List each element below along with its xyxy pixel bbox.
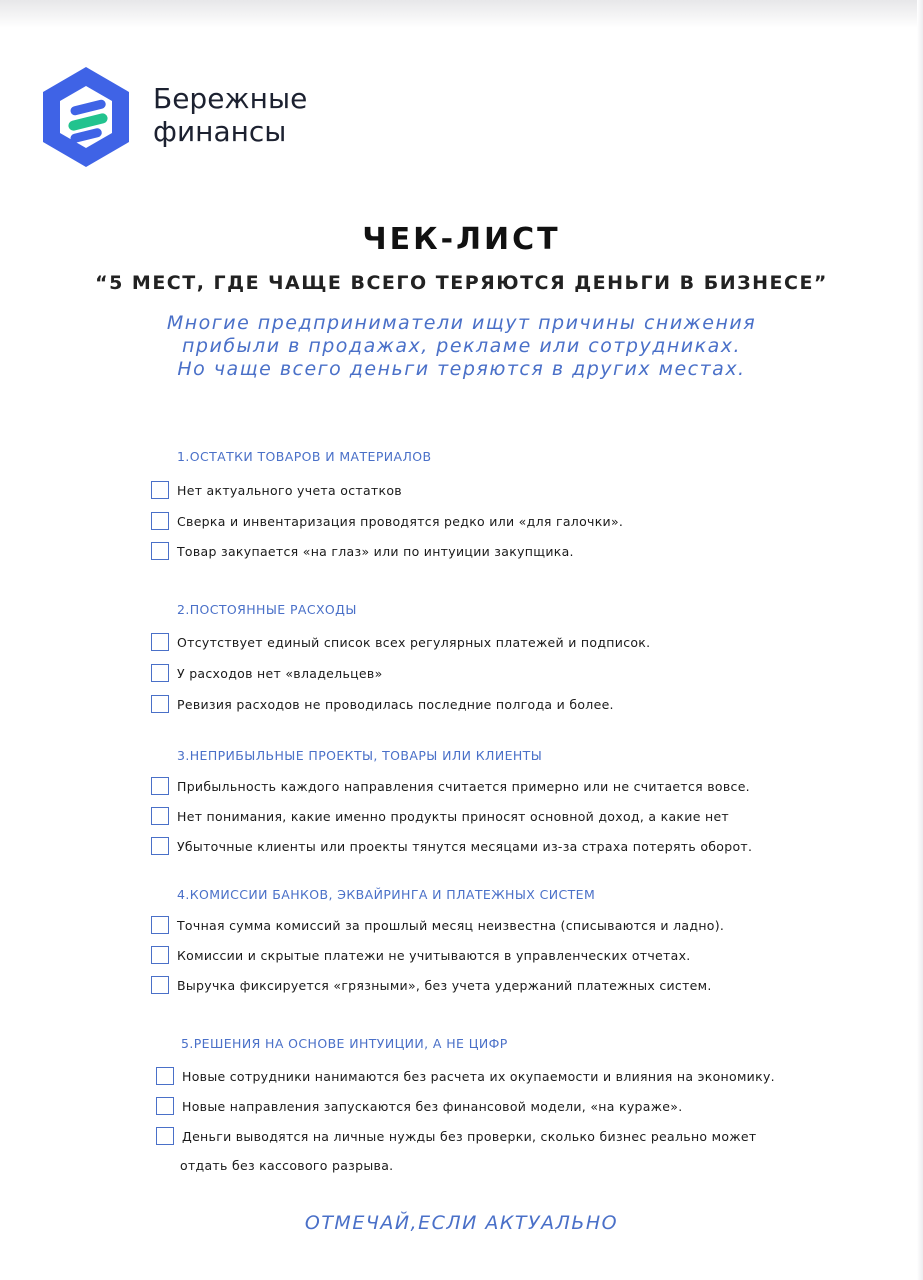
checklist-item-label: Отсутствует единый список всех регулярных платежей и подписок. — [177, 635, 651, 650]
checklist-item-label: Выручка фиксируется «грязными», без учета удержаний платежных систем. — [177, 978, 712, 993]
section-title-4: 4.КОМИССИИ БАНКОВ, ЭКВАЙРИНГА И ПЛАТЕЖНЫХ СИСТЕМ — [177, 887, 596, 902]
checkbox[interactable] — [156, 1127, 174, 1145]
checkbox[interactable] — [151, 633, 169, 651]
intro-line: прибыли в продажах, рекламе или сотрудниках. — [182, 335, 741, 357]
checkbox[interactable] — [151, 807, 169, 825]
checkbox[interactable] — [156, 1067, 174, 1085]
section-title-5: 5.РЕШЕНИЯ НА ОСНОВЕ ИНТУИЦИИ, А НЕ ЦИФР — [181, 1036, 508, 1051]
intro-line: Но чаще всего деньги теряются в других местах. — [177, 358, 746, 380]
checkbox[interactable] — [151, 512, 169, 530]
brand-logo-icon — [36, 64, 136, 170]
page-subtitle: “5 МЕСТ, ГДЕ ЧАЩЕ ВСЕГО ТЕРЯЮТСЯ ДЕНЬГИ В БИЗНЕСЕ” — [95, 272, 828, 294]
checkbox[interactable] — [151, 946, 169, 964]
checkbox[interactable] — [156, 1097, 174, 1115]
checkbox[interactable] — [151, 976, 169, 994]
brand-name — [153, 82, 307, 148]
checklist-item-label: Комиссии и скрытые платежи не учитываются в управленческих отчетах. — [177, 948, 691, 963]
brand-line-1: Бережные — [153, 82, 308, 115]
checkbox[interactable] — [151, 481, 169, 499]
page-title: ЧЕК-ЛИСТ — [362, 222, 561, 257]
checklist-item-label: Деньги выводятся на личные нужды без проверки, сколько бизнес реально может — [182, 1129, 757, 1144]
checklist-item-label-continued: отдать без кассового разрыва. — [180, 1158, 394, 1173]
checkbox[interactable] — [151, 837, 169, 855]
section-title-2: 2.ПОСТОЯННЫЕ РАСХОДЫ — [177, 602, 357, 617]
checklist-item-label: Новые сотрудники нанимаются без расчета их окупаемости и влияния на экономику. — [182, 1069, 775, 1084]
checkbox[interactable] — [151, 695, 169, 713]
checklist-item-label: Убыточные клиенты или проекты тянутся месяцами из-за страха потерять оборот. — [177, 839, 753, 854]
intro-text — [0, 312, 923, 381]
checkbox[interactable] — [151, 777, 169, 795]
brand-line-2: финансы — [153, 115, 287, 148]
page-top-shadow — [0, 0, 923, 28]
checklist-item-label: Точная сумма комиссий за прошлый месяц неизвестна (списываются и ладно). — [177, 918, 725, 933]
checklist-item-label: Сверка и инвентаризация проводятся редко или «для галочки». — [177, 514, 624, 529]
checklist-item-label: Прибыльность каждого направления считается примерно или не считается вовсе. — [177, 779, 750, 794]
section-title-1: 1.ОСТАТКИ ТОВАРОВ И МАТЕРИАЛОВ — [177, 449, 432, 464]
page-right-edge — [917, 0, 923, 1280]
checklist-item-label: Ревизия расходов не проводилась последние полгода и более. — [177, 697, 614, 712]
intro-line: Многие предприниматели ищут причины снижения — [166, 312, 757, 334]
checkbox[interactable] — [151, 542, 169, 560]
footer-note: ОТМЕЧАЙ,ЕСЛИ АКТУАЛЬНО — [304, 1212, 619, 1234]
checkbox[interactable] — [151, 664, 169, 682]
checklist-item-label: У расходов нет «владельцев» — [177, 666, 383, 681]
checkbox[interactable] — [151, 916, 169, 934]
checklist-item-label: Нет понимания, какие именно продукты приносят основной доход, а какие нет — [177, 809, 730, 824]
section-title-3: 3.НЕПРИБЫЛЬНЫЕ ПРОЕКТЫ, ТОВАРЫ ИЛИ КЛИЕНТЫ — [177, 748, 543, 763]
checklist-item-label: Товар закупается «на глаз» или по интуиции закупщика. — [177, 544, 574, 559]
checklist-item-label: Нет актуального учета остатков — [177, 483, 402, 498]
checklist-item-label: Новые направления запускаются без финансовой модели, «на кураже». — [182, 1099, 683, 1114]
